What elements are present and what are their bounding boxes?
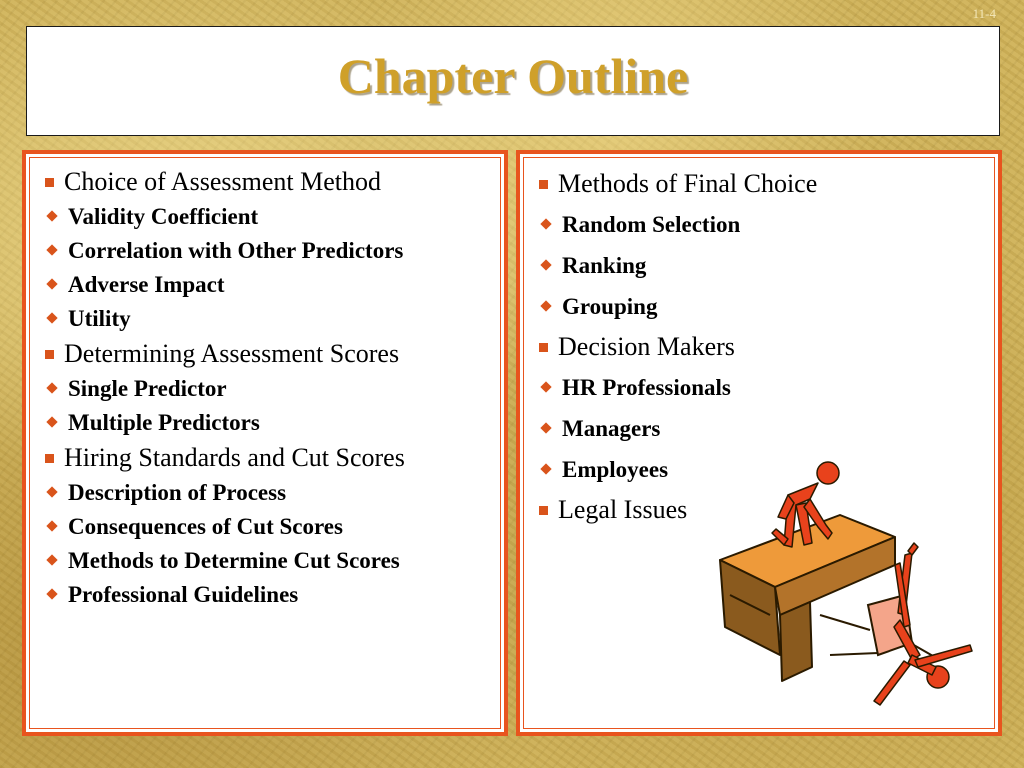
outline-subitem: Description of Process bbox=[30, 476, 494, 510]
outline-subitem: Correlation with Other Predictors bbox=[30, 234, 494, 268]
diamond-bullet-icon bbox=[46, 312, 57, 323]
outline-subitem: Ranking bbox=[524, 245, 988, 286]
outline-subitem: Utility bbox=[30, 302, 494, 336]
diamond-bullet-icon bbox=[46, 486, 57, 497]
outline-item: Legal Issues bbox=[524, 492, 988, 528]
outline-subitem: Employees bbox=[524, 449, 988, 490]
diamond-bullet-icon bbox=[46, 554, 57, 565]
slide-number: 11-4 bbox=[972, 6, 996, 21]
title-box bbox=[26, 26, 1000, 136]
outline-subitem: Validity Coefficient bbox=[30, 200, 494, 234]
outline-subitem: Grouping bbox=[524, 286, 988, 327]
diamond-bullet-icon bbox=[540, 463, 551, 474]
square-bullet-icon bbox=[45, 350, 54, 359]
square-bullet-icon bbox=[539, 180, 548, 189]
diamond-bullet-icon bbox=[46, 520, 57, 531]
outline-subitem: Adverse Impact bbox=[30, 268, 494, 302]
left-outline-list bbox=[30, 164, 494, 612]
diamond-bullet-icon bbox=[540, 259, 551, 270]
diamond-bullet-icon bbox=[540, 218, 551, 229]
diamond-bullet-icon bbox=[46, 382, 57, 393]
outline-subitem: HR Professionals bbox=[524, 367, 988, 408]
outline-subitem: Methods to Determine Cut Scores bbox=[30, 544, 494, 578]
outline-item: Decision Makers bbox=[524, 329, 988, 365]
outline-subitem: Professional Guidelines bbox=[30, 578, 494, 612]
diamond-bullet-icon bbox=[46, 244, 57, 255]
diamond-bullet-icon bbox=[540, 300, 551, 311]
square-bullet-icon bbox=[45, 454, 54, 463]
square-bullet-icon bbox=[539, 506, 548, 515]
diamond-bullet-icon bbox=[46, 210, 57, 221]
left-outline-panel bbox=[22, 150, 508, 736]
tipping-chair-illustration bbox=[820, 595, 940, 660]
diamond-bullet-icon bbox=[46, 416, 57, 427]
diamond-bullet-icon bbox=[540, 381, 551, 392]
diamond-bullet-icon bbox=[540, 422, 551, 433]
outline-subitem: Managers bbox=[524, 408, 988, 449]
slide-title: Chapter Outline bbox=[337, 48, 689, 104]
outline-subitem: Single Predictor bbox=[30, 372, 494, 406]
diamond-bullet-icon bbox=[46, 588, 57, 599]
outline-item: Choice of Assessment Method bbox=[30, 164, 494, 200]
outline-subitem: Random Selection bbox=[524, 204, 988, 245]
outline-subitem: Multiple Predictors bbox=[30, 406, 494, 440]
diamond-bullet-icon bbox=[46, 278, 57, 289]
outline-item: Hiring Standards and Cut Scores bbox=[30, 440, 494, 476]
square-bullet-icon bbox=[45, 178, 54, 187]
outline-item: Methods of Final Choice bbox=[524, 166, 988, 202]
square-bullet-icon bbox=[539, 343, 548, 352]
standing-person-illustration bbox=[772, 462, 839, 547]
outline-subitem: Consequences of Cut Scores bbox=[30, 510, 494, 544]
desk-and-figures-clipart bbox=[700, 455, 990, 725]
outline-item: Determining Assessment Scores bbox=[30, 336, 494, 372]
